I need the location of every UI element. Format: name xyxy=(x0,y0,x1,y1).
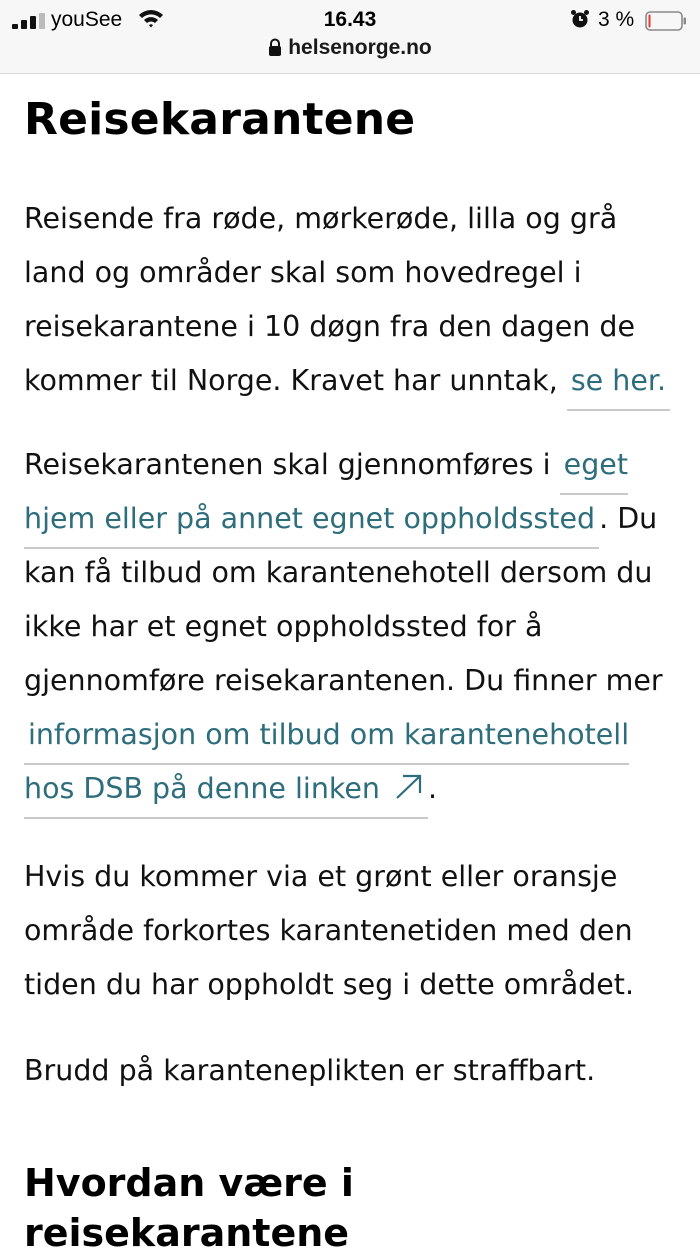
paragraph-text: Reisende fra røde, mørkerøde, lilla og grå land og områder skal som hovedregel i reisekarantene i 10 døgn fra den dagen de kommer til Norge. Kravet har unntak, xyxy=(24,202,635,397)
lock-icon xyxy=(268,38,282,56)
paragraph-green-orange: Hvis du kommer via et grønt eller oransje område forkortes karantenetiden med den tiden du har oppholdt seg i dette området. xyxy=(24,860,635,1001)
paragraph-penalty: Brudd på karanteneplikten er straffbart. xyxy=(24,1054,596,1087)
paragraph-text: Reisekarantenen skal gjennomføres i xyxy=(24,448,560,481)
exceptions-link[interactable]: se her. xyxy=(567,364,670,411)
quarantine-hotel-link[interactable] xyxy=(24,718,629,819)
own-home-link[interactable]: eget hjem eller på annet egnet oppholdssted xyxy=(24,448,628,549)
alarm-icon xyxy=(570,9,590,29)
section-heading: Hvordan være i reisekarantene xyxy=(24,1161,354,1255)
carrier-name: youSee xyxy=(51,8,123,31)
paragraph-quarantine-rule xyxy=(24,192,674,408)
article-content xyxy=(24,74,674,1258)
address-bar[interactable] xyxy=(0,36,700,60)
battery-percent: 3 % xyxy=(598,8,635,31)
paragraph-text: . Du kan få tilbud om karantenehotell dersom du ikke har et egnet oppholdssted for å gjennomføre reisekarantenen. Du finner mer xyxy=(24,502,663,697)
url-text: helsenorge.no xyxy=(288,36,432,59)
battery-icon xyxy=(645,11,687,31)
link-text: informasjon om tilbud om karantenehotell hos DSB på denne linken xyxy=(24,718,630,805)
paragraph-quarantine-place xyxy=(24,438,674,816)
external-link-icon xyxy=(394,774,424,800)
clock: 16.43 xyxy=(323,8,377,31)
page-title: Reisekarantene xyxy=(24,94,416,145)
paragraph-text: . xyxy=(428,772,438,805)
status-bar xyxy=(0,0,700,74)
